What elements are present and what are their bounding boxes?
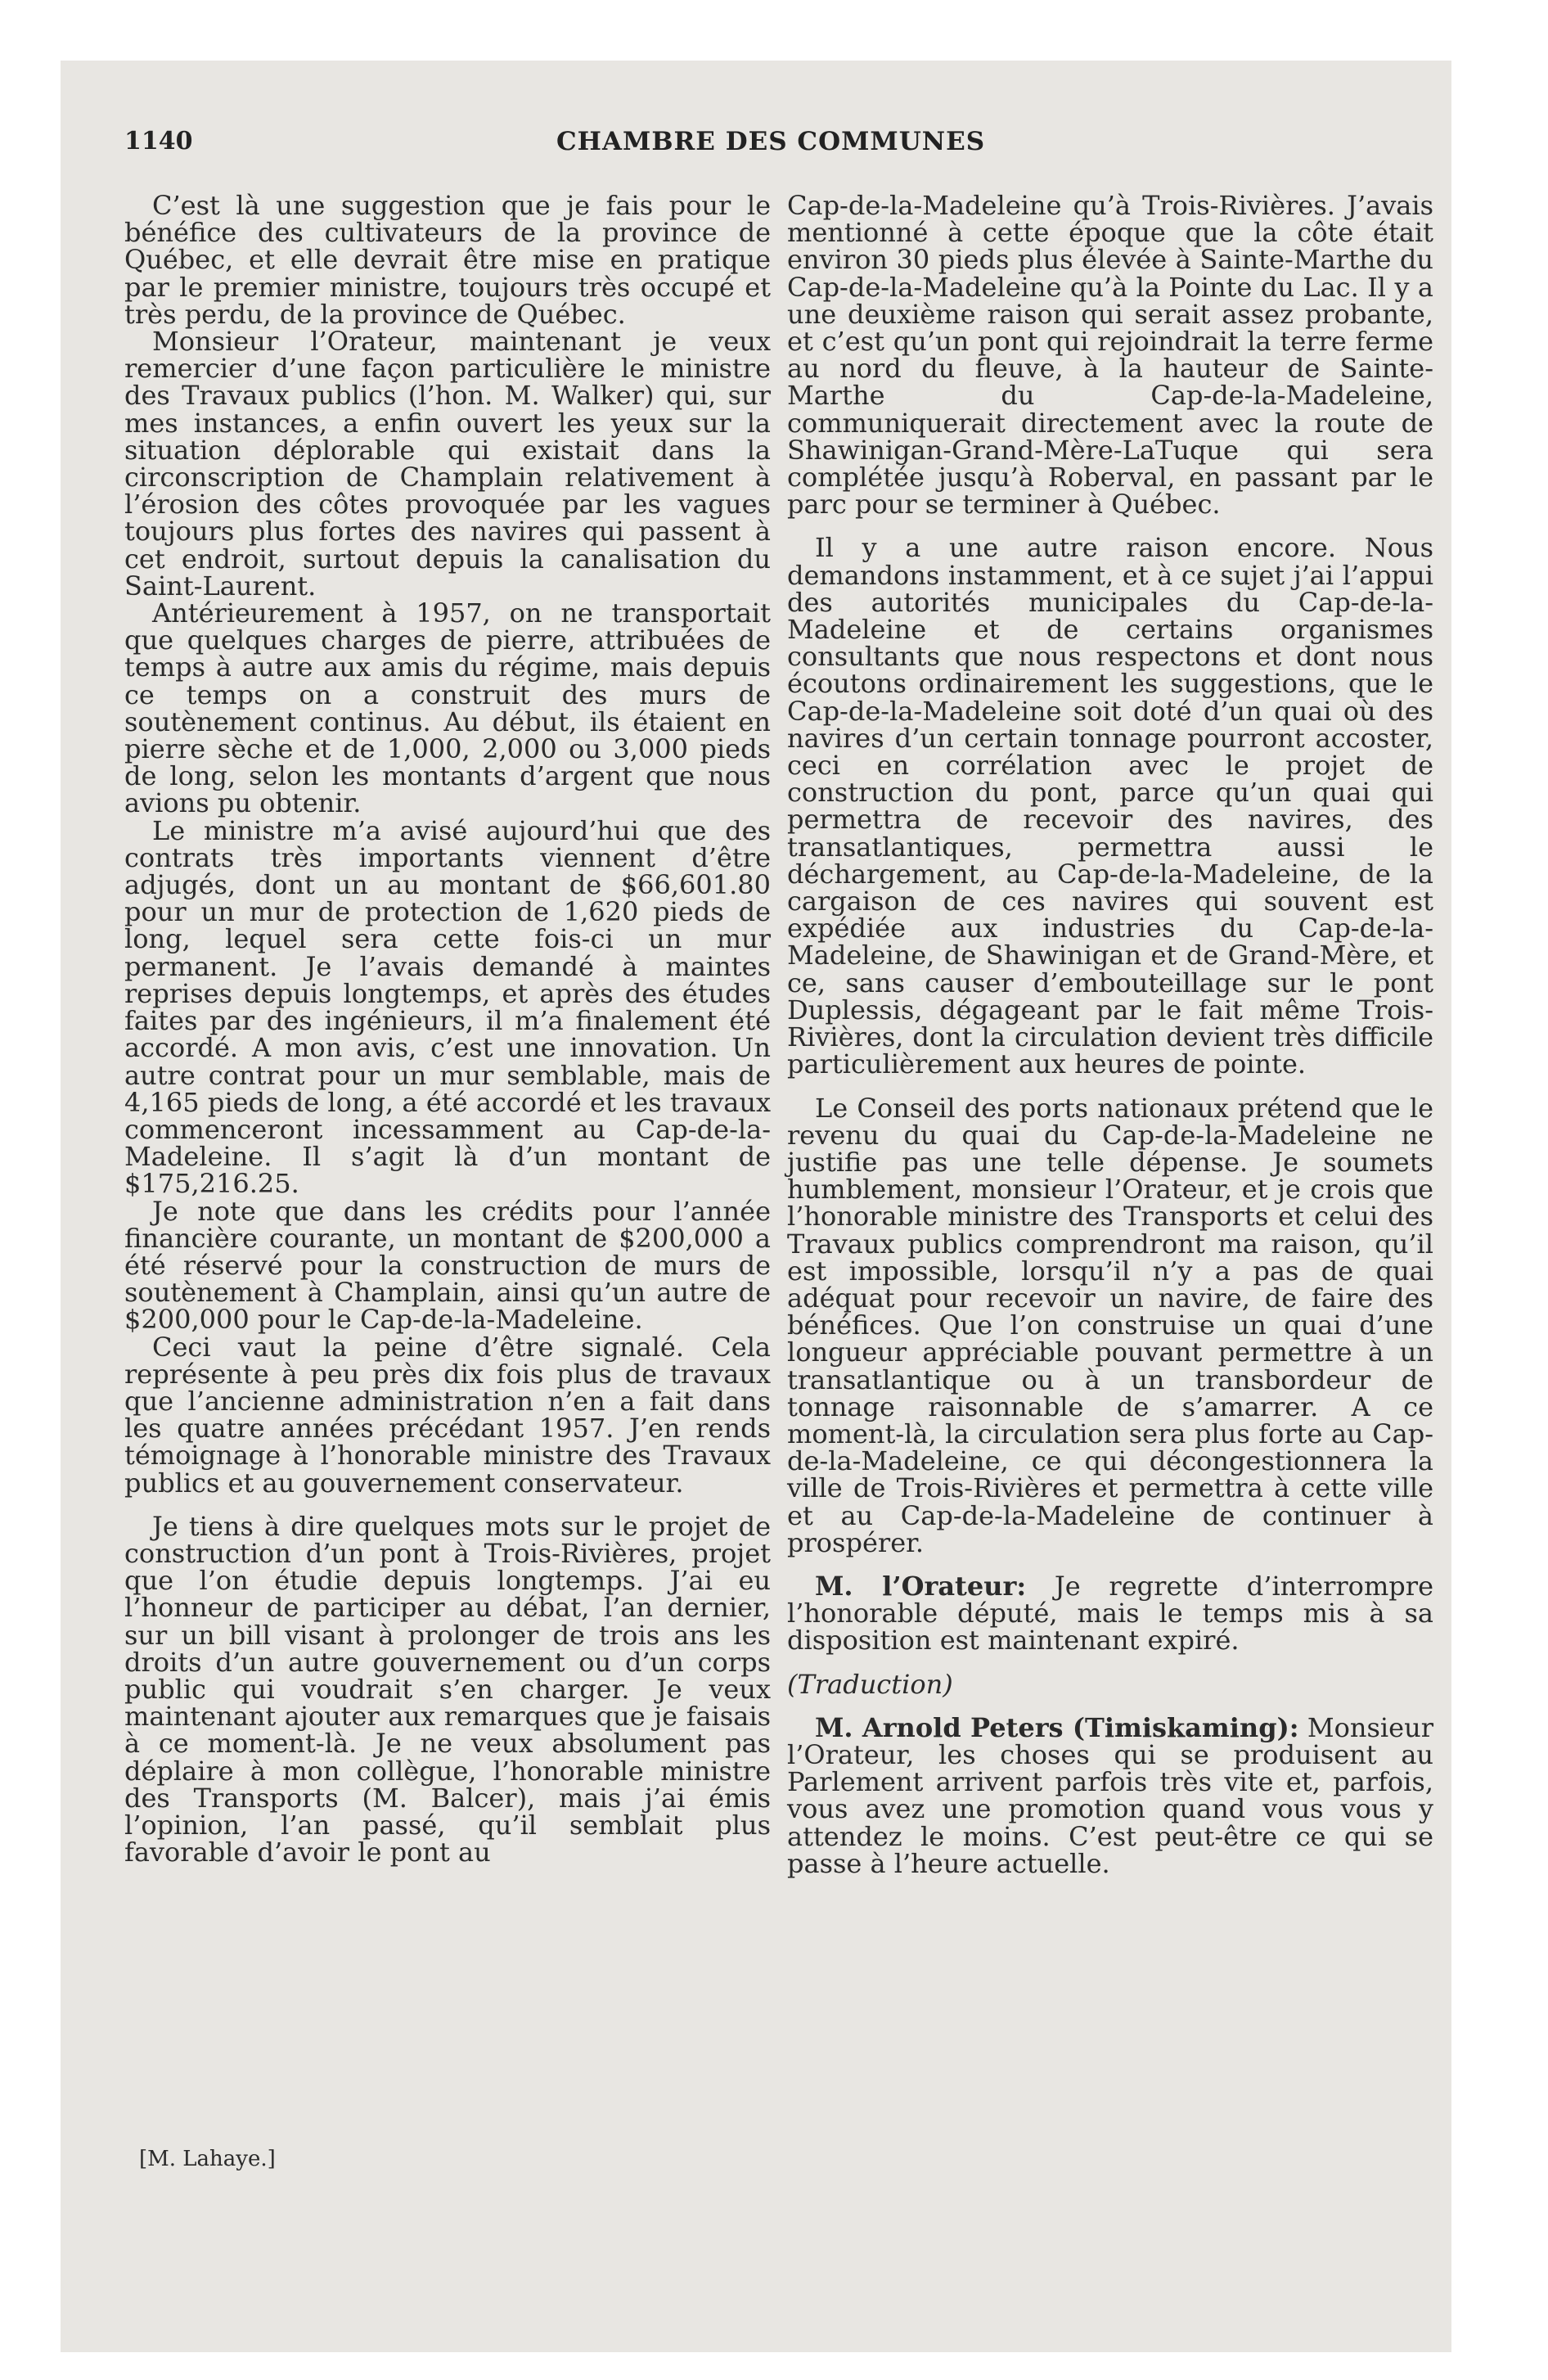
- speaker-footnote: [M. Lahaye.]: [139, 2147, 276, 2171]
- speech-text: Monsieur l’Orateur, les choses qui se produisent au Parlement arrivent parfois très vite et, parfois, vous avez une promotion quand vous vous y attendez le moins. C’est peut-être ce qui se passe à l’heure actuelle.: [787, 1711, 1434, 1879]
- running-head: CHAMBRE DES COMMUNES: [556, 127, 986, 156]
- left-column: [124, 192, 771, 1866]
- paragraph: Le ministre m’a avisé aujourd’hui que des contrats très importants viennent d’être adjugés, dont un au montant de $66,601.80 pour un mur de protection de 1,620 pieds de long, lequel sera cette fois-ci un mur permanent. Je l’avais demandé à maintes reprises depuis longtemps, et après des études faites par des ingénieurs, il m’a finalement été accordé. A mon avis, c’est une innovation. Un autre contrat pour un mur semblable, mais de 4,165 pieds de long, a été accordé et les travaux commenceront incessamment au Cap-de-la-Madeleine. Il s’agit là d’un montant de $175,216.25.: [124, 814, 771, 1200]
- paragraph: Monsieur l’Orateur, maintenant je veux remercier d’une façon particulière le ministre des Travaux publics (l’hon. M. Walker) qui, sur mes instances, a enfin ouvert les yeux sur la situation déplorable qui existait dans la circonscription de Champlain relativement à l’érosion des côtes provoquée par les vagues toujours plus fortes des navires qui passent à cet endroit, surtout depuis la canalisation du Saint-Laurent.: [124, 326, 771, 602]
- paragraph: Il y a une autre raison encore. Nous demandons instamment, et à ce sujet j’ai l’appui des autorités municipales du Cap-de-la-Madeleine et de certains organismes consultants que nous respectons et dont nous écoutons ordinairement les suggestions, que le Cap-de-la-Madeleine soit doté d’un quai où des navires d’un certain tonnage pourront accoster, ceci en corrélation avec le projet de construction du pont, parce qu’un quai qui permettra de recevoir des navires, des transatlantiques, permettra aussi le déchargement, au Cap-de-la-Madeleine, de la cargaison de ces navires qui souvent est expédiée aux industries du Cap-de-la-Madeleine, de Shawinigan et de Grand-Mère, et ce, sans causer d’embouteillage sur le pont Duplessis, dégageant par le fait même Trois-Rivières, dont la circulation devient très difficile particulièrement aux heures de pointe.: [787, 532, 1433, 1080]
- paragraph: Antérieurement à 1957, on ne transportait que quelques charges de pierre, attribuées de temps à autre aux amis du régime, mais depuis ce temps on a construit des murs de soutènement continus. Au début, ils étaient en pierre sèche et de 1,000, 2,000 ou 3,000 pieds de long, selon les montants d’argent que nous avions pu obtenir.: [124, 597, 771, 819]
- speech-text: Je regrette d’interrompre l’honorable député, mais le temps mis à sa disposition est maintenant expiré.: [787, 1570, 1434, 1657]
- traduction-label: (Traduction): [787, 1668, 953, 1700]
- paragraph: Le Conseil des ports nationaux prétend que le revenu du quai du Cap-de-la-Madeleine ne justifie pas une telle dépense. Je soumets humblement, monsieur l’Orateur, et je crois que l’honorable ministre des Transports et celui des Travaux publics comprendront ma raison, qu’il est impossible, lorsqu’il n’y a pas de quai adéquat pour recevoir un navire, de faire des bénéfices. Que l’on construise un quai d’une longueur appréciable pouvant permettre à un transatlantique ou à un transbordeur de tonnage raisonnable de s’amarrer. A ce moment-là, la circulation sera plus forte au Cap-de-la-Madeleine, ce qui décongestionnera la ville de Trois-Rivières et permettra à cette ville et au Cap-de-la-Madeleine de continuer à prospérer.: [787, 1092, 1433, 1558]
- speaker-name: M. l’Orateur:: [815, 1570, 1027, 1602]
- paragraph: Ceci vaut la peine d’être signalé. Cela représente à peu près dix fois plus de travaux que l’ancienne administration n’en a fait dans les quatre années précédant 1957. J’en rends témoignage à l’honorable ministre des Travaux publics et au gouvernement conservateur.: [124, 1331, 771, 1499]
- paragraph: Je tiens à dire quelques mots sur le projet de construction d’un pont à Trois-Rivières, projet que l’on étudie depuis longtemps. J’ai eu l’honneur de participer au débat, l’an dernier, sur un bill visant à prolonger de trois ans les droits d’un autre gouvernement ou d’un corps public qui voudrait s’en charger. Je veux maintenant ajouter aux remarques que je faisais à ce moment-là. Je ne veux absolument pas déplaire à mon collègue, l’honorable ministre des Transports (M. Balcer), mais j’ai émis l’opinion, l’an passé, qu’il semblait plus favorable d’avoir le pont au: [124, 1510, 771, 1868]
- right-column: [787, 192, 1433, 1877]
- speech-orateur: [787, 1570, 1434, 1657]
- speaker-name: M. Arnold Peters (Timiskaming):: [815, 1711, 1299, 1743]
- paragraph: C’est là une suggestion que je fais pour le bénéfice des cultivateurs de la province de Québec, et elle devrait être mise en pratique par le premier ministre, toujours très occupé et très perdu, de la province de Québec.: [124, 190, 771, 330]
- paragraph: Cap-de-la-Madeleine qu’à Trois-Rivières. J’avais mentionné à cette époque que la côte était environ 30 pieds plus élevée à Sainte-Marthe du Cap-de-la-Madeleine qu’à la Pointe du Lac. Il y a une deuxième raison qui serait assez probante, et c’est qu’un pont qui rejoindrait la terre ferme au nord du fleuve, à la hauteur de Sainte-Marthe du Cap-de-la-Madeleine, communiquerait directement avec la route de Shawinigan-Grand-Mère-LaTuque qui sera complétée jusqu’à Roberval, en passant par le parc pour se terminer à Québec.: [787, 190, 1433, 521]
- page-number: 1140: [124, 127, 193, 156]
- speech-peters: [787, 1711, 1434, 1879]
- paragraph: Je note que dans les crédits pour l’année financière courante, un montant de $200,000 a été réservé pour la construction de murs de soutènement à Champlain, ainsi qu’un autre de $200,000 pour le Cap-de-la-Madeleine.: [124, 1195, 771, 1336]
